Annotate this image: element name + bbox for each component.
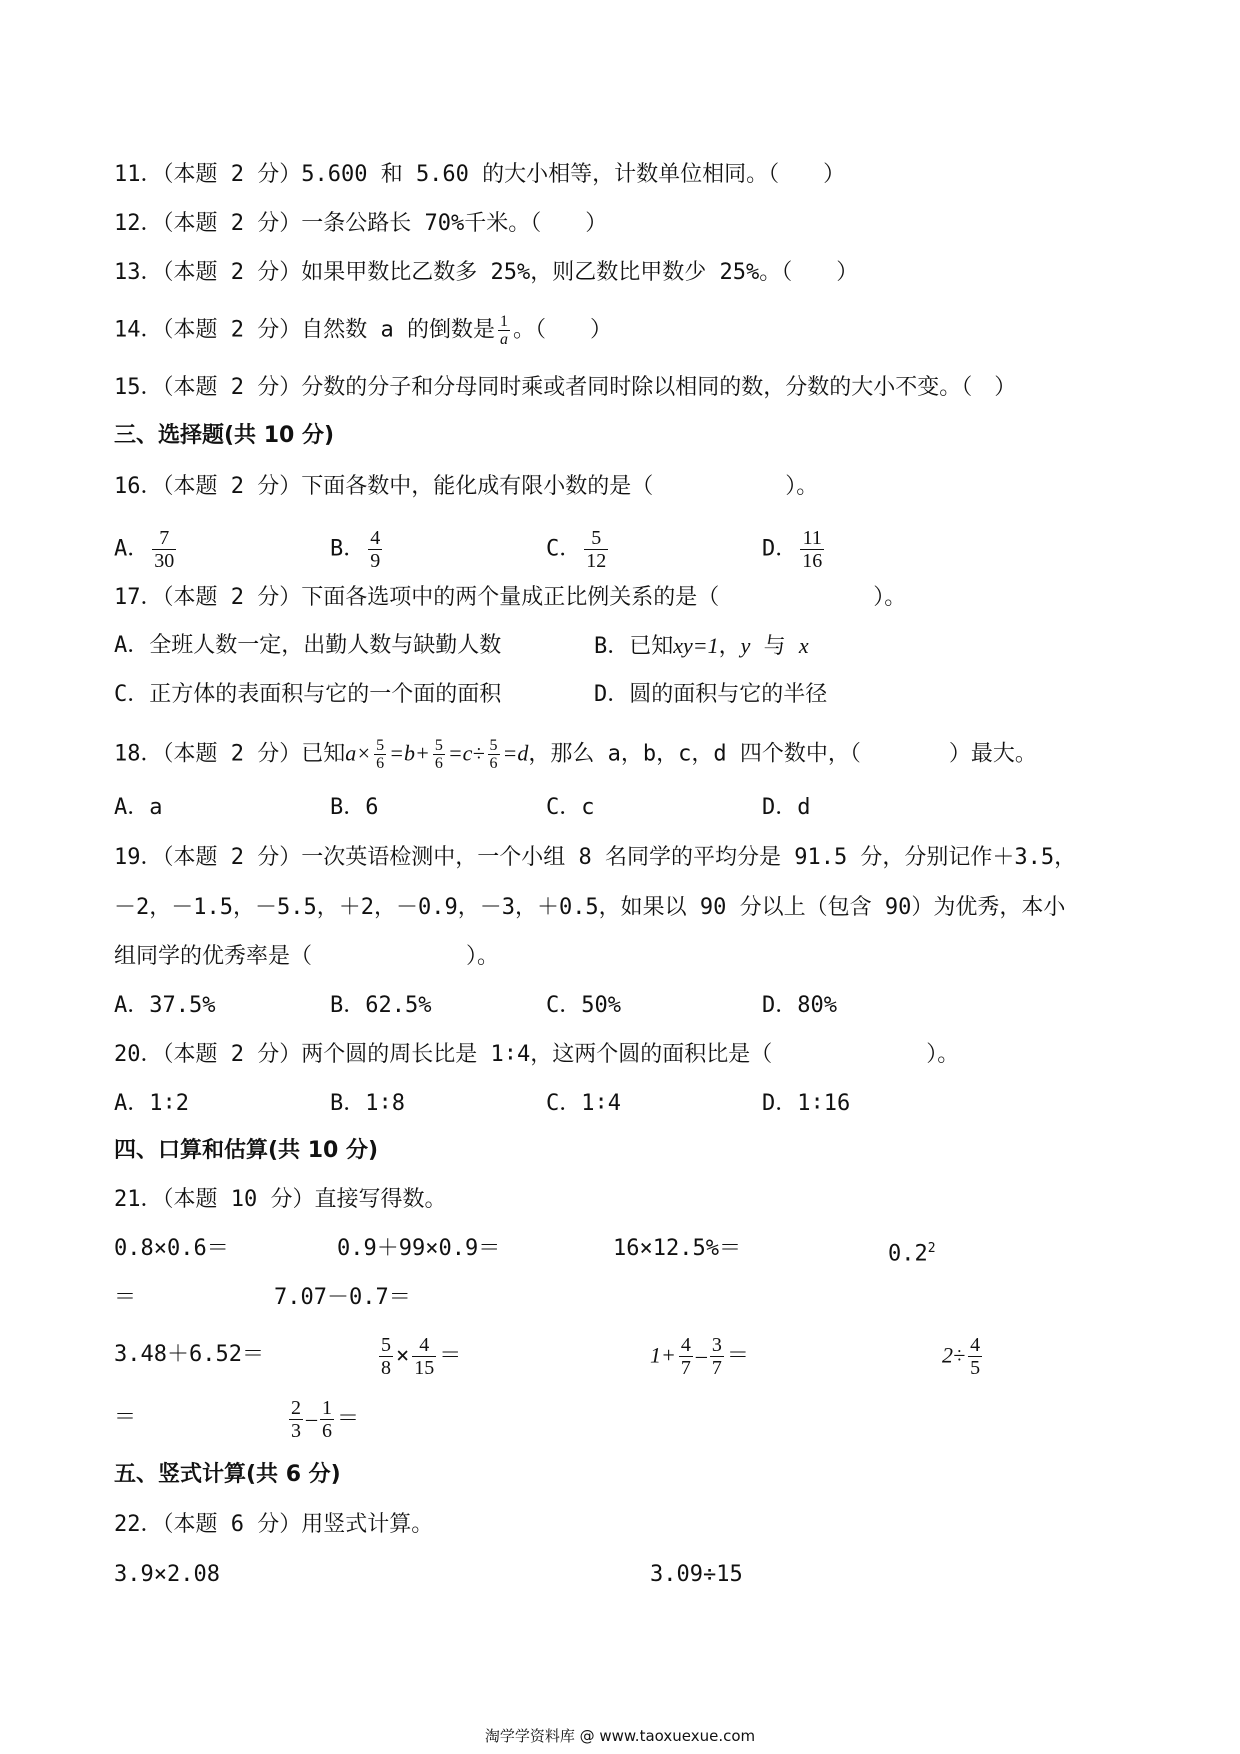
denominator: 6 bbox=[489, 755, 498, 772]
q21-item-4-answer: ＝ bbox=[114, 1285, 137, 1310]
q21-item-2: 0.9＋99×0.9＝ bbox=[337, 1236, 501, 1261]
q21-item-3: 16×12.5%＝ bbox=[613, 1236, 741, 1261]
question-19-line-1: 19．（本题 2 分）一次英语检测中，一个小组 8 名同学的平均分是 91.5 分，分别记作＋3.5， bbox=[114, 845, 1077, 870]
denominator: 5 bbox=[970, 1357, 981, 1379]
math-op: – bbox=[695, 1342, 707, 1368]
q20-option-b: B．1∶8 bbox=[330, 1091, 405, 1116]
option-fraction bbox=[152, 527, 176, 572]
question-21: 21．（本题 10 分）直接写得数。 bbox=[114, 1187, 447, 1212]
section-3-heading: 三、选择题(共 10 分) bbox=[114, 423, 335, 448]
q14-numerator: 1 bbox=[499, 313, 508, 330]
numerator: 3 bbox=[711, 1334, 722, 1356]
q21-item-10 bbox=[286, 1397, 359, 1442]
question-13: 13．（本题 2 分）如果甲数比乙数多 25%，则乙数比甲数少 25%。（ ） bbox=[114, 260, 859, 285]
q16-option-c bbox=[546, 527, 611, 572]
question-18 bbox=[114, 737, 1037, 772]
numerator: 1 bbox=[322, 1397, 332, 1419]
denominator: 6 bbox=[322, 1420, 332, 1442]
question-11: 11．（本题 2 分）5.600 和 5.60 的大小相等，计数单位相同。（ ） bbox=[114, 162, 846, 187]
question-20: 20．（本题 2 分）两个圆的周长比是 1∶4，这两个圆的面积比是（ ）。 bbox=[114, 1042, 960, 1067]
denominator: 3 bbox=[291, 1420, 301, 1442]
q18-option-d: D．d bbox=[762, 795, 811, 820]
q20-option-d: D．1∶16 bbox=[762, 1091, 851, 1116]
fraction bbox=[320, 1397, 334, 1442]
math-op: ＝ bbox=[726, 1343, 749, 1369]
math-var: y bbox=[740, 633, 751, 658]
fraction bbox=[710, 1334, 724, 1379]
numerator: 2 bbox=[291, 1397, 301, 1419]
q16-option-d bbox=[762, 527, 827, 572]
denominator: 9 bbox=[370, 550, 381, 572]
option-fraction bbox=[368, 527, 382, 572]
math-var: b bbox=[403, 740, 415, 766]
numerator: 5 bbox=[489, 737, 498, 754]
math-op: – bbox=[306, 1405, 317, 1431]
base: 0.2 bbox=[888, 1241, 928, 1267]
number: 2 bbox=[942, 1342, 953, 1368]
math-var: x bbox=[798, 633, 809, 658]
math-var: c bbox=[462, 740, 473, 766]
section-5-heading: 五、竖式计算(共 6 分) bbox=[114, 1462, 341, 1487]
fraction bbox=[379, 1334, 393, 1379]
separator: ， bbox=[718, 634, 741, 659]
question-14 bbox=[114, 313, 612, 348]
q19-option-b: B．62.5% bbox=[330, 993, 432, 1018]
fraction bbox=[374, 737, 386, 772]
math-var: a bbox=[345, 740, 357, 766]
option-fraction bbox=[800, 527, 824, 572]
math-op: × bbox=[356, 740, 372, 766]
footer-watermark: 淘学学资料库 @ www.taoxuexue.com bbox=[484, 1727, 756, 1745]
math-op: = bbox=[502, 740, 518, 766]
number: 1 bbox=[650, 1342, 661, 1368]
exponent: 2 bbox=[927, 1241, 936, 1256]
q18-text: 18．（本题 2 分）已知 bbox=[114, 741, 346, 767]
numerator: 5 bbox=[434, 737, 443, 754]
math-op: + bbox=[661, 1342, 676, 1368]
fraction bbox=[968, 1334, 982, 1379]
q17-option-a: A．全班人数一定，出勤人数与缺勤人数 bbox=[114, 633, 502, 658]
question-12: 12．（本题 2 分）一条公路长 70%千米。（ ） bbox=[114, 211, 608, 236]
numerator: 11 bbox=[800, 527, 824, 550]
q19-option-c: C．50% bbox=[546, 993, 621, 1018]
numerator: 4 bbox=[970, 1334, 981, 1356]
q21-item-9 bbox=[942, 1334, 985, 1379]
option-label: B． bbox=[330, 536, 366, 562]
math-op: = bbox=[447, 740, 463, 766]
option-fraction bbox=[584, 527, 608, 572]
question-19-line-3: 组同学的优秀率是（ ）。 bbox=[114, 944, 500, 969]
q18-option-b: B．6 bbox=[330, 795, 379, 820]
math-op: ＝ bbox=[439, 1343, 462, 1369]
option-label: C． bbox=[546, 536, 582, 562]
fraction bbox=[679, 1334, 693, 1379]
q14-denominator: a bbox=[499, 331, 508, 348]
option-label: D． bbox=[762, 536, 798, 562]
denominator: 16 bbox=[802, 550, 823, 572]
question-19-line-2: －2，－1.5，－5.5，＋2，－0.9，－3，＋0.5，如果以 90 分以上（包含 90）为优秀，本小 bbox=[114, 895, 1066, 920]
q18-option-a: A．a bbox=[114, 795, 163, 820]
numerator: 4 bbox=[412, 1334, 436, 1357]
q21-item-8 bbox=[650, 1334, 749, 1379]
option-label: B．已知 bbox=[594, 634, 674, 659]
q14-text: 14．（本题 2 分）自然数 a 的倒数是 bbox=[114, 317, 495, 343]
q19-option-d: D．80% bbox=[762, 993, 837, 1018]
denominator: 7 bbox=[711, 1357, 722, 1379]
denominator: 8 bbox=[381, 1357, 391, 1379]
q20-option-a: A．1∶2 bbox=[114, 1091, 189, 1116]
q17-option-c: C．正方体的表面积与它的一个面的面积 bbox=[114, 682, 502, 707]
section-4-heading: 四、口算和估算(共 10 分) bbox=[114, 1138, 379, 1163]
q21-item-6: 3.48＋6.52＝ bbox=[114, 1342, 264, 1367]
q16-option-a bbox=[114, 527, 179, 572]
denominator: 12 bbox=[586, 550, 607, 572]
fraction bbox=[433, 737, 445, 772]
q21-item-4 bbox=[888, 1234, 936, 1269]
numerator: 7 bbox=[152, 527, 176, 550]
q14-tail: 。（ ） bbox=[512, 317, 612, 343]
numerator: 5 bbox=[584, 527, 608, 550]
fraction bbox=[412, 1334, 436, 1379]
denominator: 6 bbox=[434, 755, 443, 772]
denominator: 6 bbox=[376, 755, 385, 772]
q18-tail: ，那么 a，b，c，d 四个数中，（ ）最大。 bbox=[528, 741, 1037, 767]
math-op: ÷ bbox=[953, 1342, 966, 1368]
q17-option-b bbox=[594, 631, 809, 662]
numerator: 4 bbox=[680, 1334, 691, 1356]
fraction bbox=[488, 737, 500, 772]
math-op: ＝ bbox=[337, 1406, 360, 1432]
q21-item-7 bbox=[376, 1334, 461, 1379]
option-label: A． bbox=[114, 536, 150, 562]
numerator: 4 bbox=[370, 527, 381, 549]
denominator: 30 bbox=[154, 550, 175, 572]
denominator: 15 bbox=[414, 1357, 435, 1379]
q18-option-c: C．c bbox=[546, 795, 595, 820]
question-16: 16．（本题 2 分）下面各数中，能化成有限小数的是（ ）。 bbox=[114, 474, 819, 499]
q21-item-9-answer: ＝ bbox=[114, 1405, 137, 1430]
q19-option-a: A．37.5% bbox=[114, 993, 216, 1018]
math-op: + bbox=[414, 740, 430, 766]
q20-option-c: C．1∶4 bbox=[546, 1091, 621, 1116]
q14-fraction bbox=[498, 313, 510, 348]
math-var: d bbox=[517, 740, 529, 766]
fraction bbox=[289, 1397, 303, 1442]
numerator: 5 bbox=[376, 737, 385, 754]
q22-item-b: 3.09÷15 bbox=[650, 1562, 743, 1587]
q16-option-b bbox=[330, 527, 385, 572]
connector: 与 bbox=[750, 634, 799, 659]
q21-item-1: 0.8×0.6＝ bbox=[114, 1236, 229, 1261]
q21-item-5: 7.07－0.7＝ bbox=[274, 1285, 411, 1310]
math-expression: xy=1 bbox=[673, 633, 719, 658]
math-op: × bbox=[396, 1343, 410, 1369]
math-op: = bbox=[389, 740, 404, 766]
question-17: 17．（本题 2 分）下面各选项中的两个量成正比例关系的是（ ）。 bbox=[114, 585, 907, 610]
denominator: 7 bbox=[680, 1357, 691, 1379]
numerator: 5 bbox=[381, 1334, 391, 1356]
question-15: 15．（本题 2 分）分数的分子和分母同时乘或者同时除以相同的数，分数的大小不变。（ ） bbox=[114, 375, 1017, 400]
q22-item-a: 3.9×2.08 bbox=[114, 1562, 220, 1587]
q17-option-d: D．圆的面积与它的半径 bbox=[594, 682, 828, 707]
math-op: ÷ bbox=[472, 740, 485, 766]
question-22: 22．（本题 6 分）用竖式计算。 bbox=[114, 1512, 434, 1537]
